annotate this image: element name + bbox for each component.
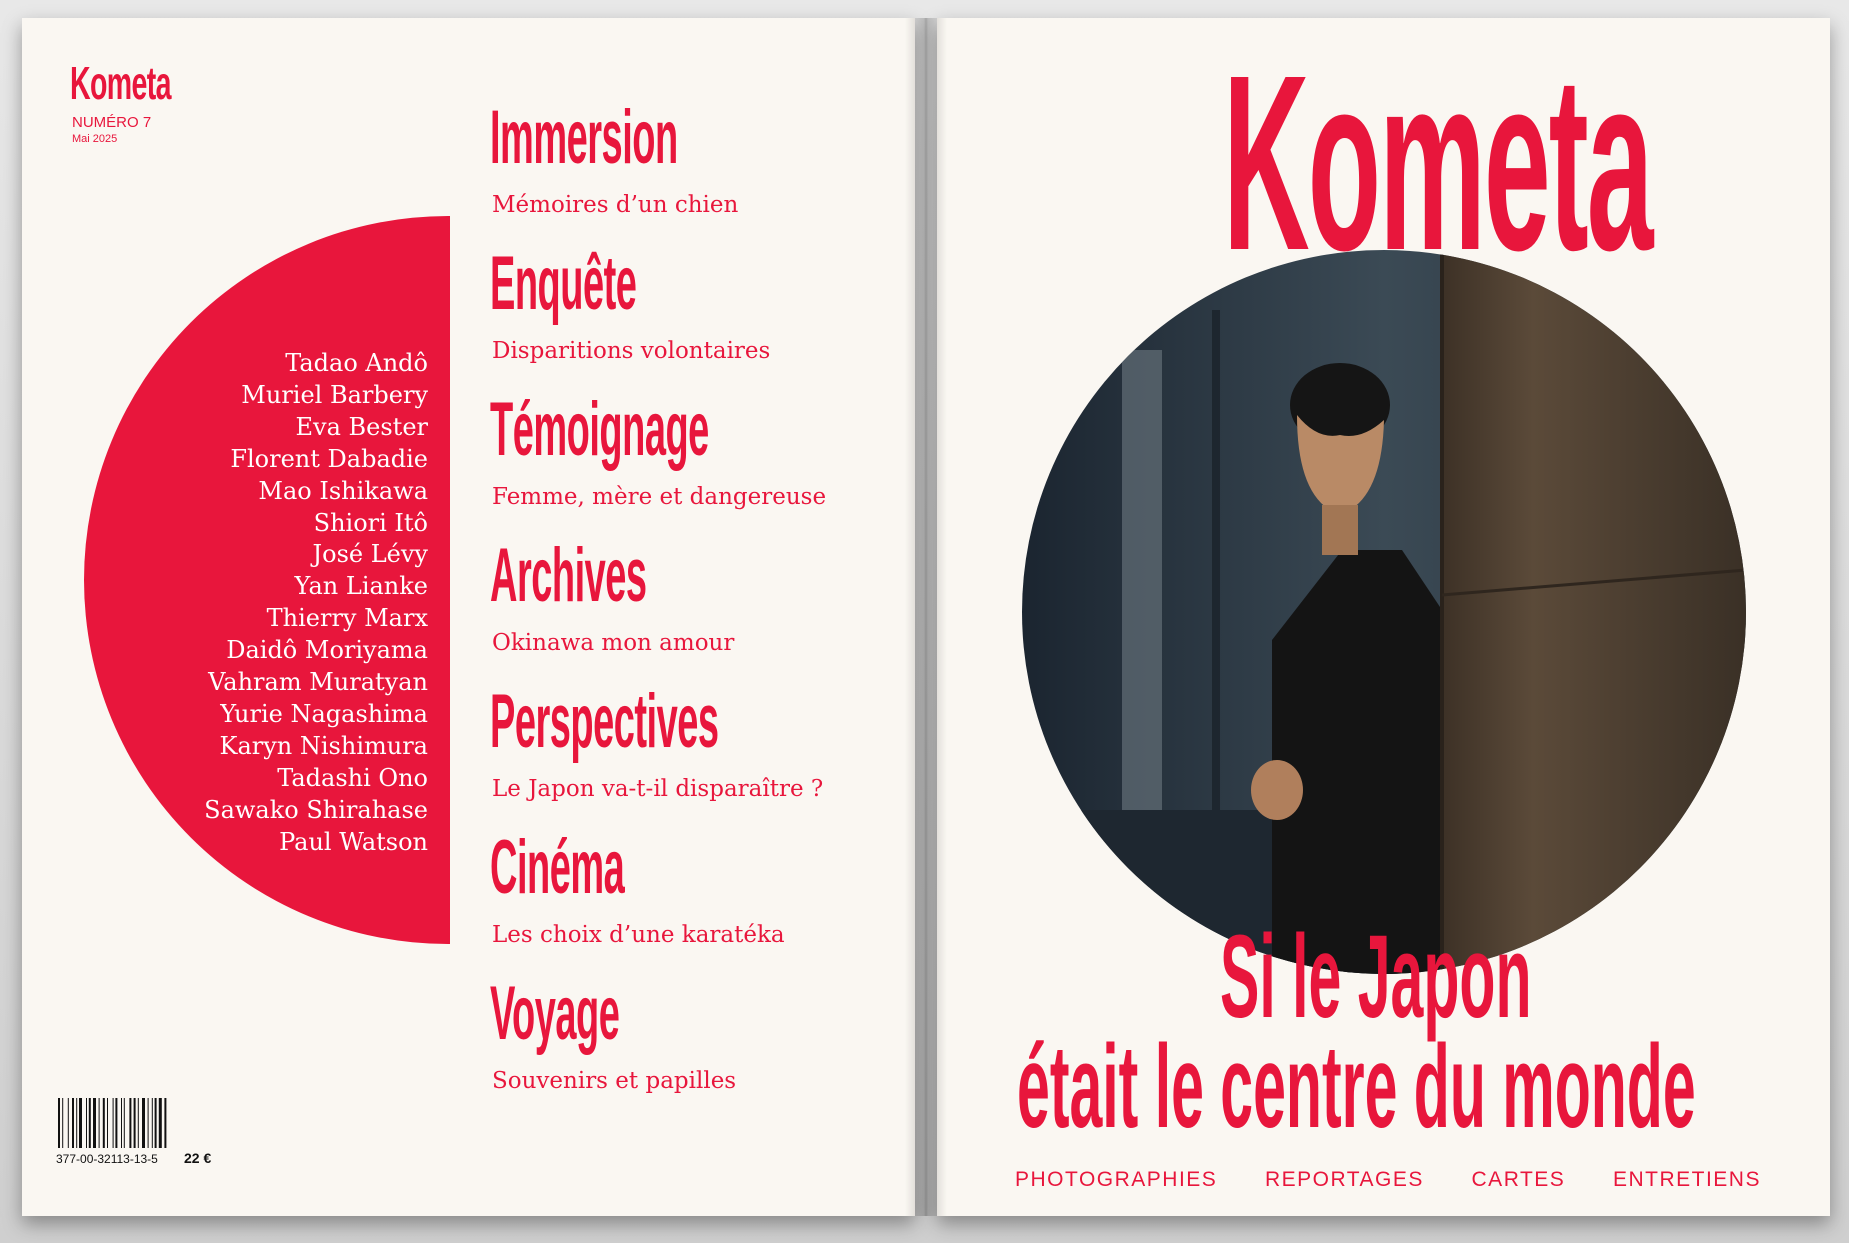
toc-subtitle: Mémoires d’un chien	[492, 192, 739, 218]
barcode-bar	[142, 1098, 145, 1148]
toc-item	[490, 679, 910, 830]
toc-subtitle: Les choix d’une karatéka	[492, 922, 785, 948]
barcode-bar	[62, 1098, 63, 1148]
toc-item	[490, 533, 910, 684]
barcode-bar	[155, 1098, 157, 1148]
barcode-bar	[159, 1098, 162, 1148]
contributor-name: Mao Ishikawa	[258, 476, 428, 505]
cover-headline-line2: était le centre du monde	[1017, 1021, 1696, 1153]
rubric-label: ENTRETIENS	[1612, 1168, 1761, 1191]
barcode-bar	[121, 1098, 122, 1148]
toc-item	[490, 387, 910, 538]
toc-heading: Immersion	[490, 95, 678, 180]
rubric-label: REPORTAGES	[1264, 1168, 1424, 1191]
front-cover-page	[937, 18, 1830, 1216]
contributors-panel	[22, 18, 450, 1216]
barcode-bar	[99, 1098, 100, 1148]
toc-heading: Voyage	[490, 971, 620, 1056]
toc-subtitle: Souvenirs et papilles	[492, 1068, 737, 1094]
contributor-name: Yurie Nagashima	[220, 699, 428, 728]
contributor-name: Vahram Muratyan	[208, 668, 428, 697]
toc-item	[490, 971, 910, 1122]
contributors-list	[22, 348, 428, 859]
toc-subtitle: Le Japon va-t-il disparaître ?	[492, 776, 824, 802]
contributor-name: Thierry Marx	[266, 604, 428, 633]
toc-subtitle: Femme, mère et dangereuse	[492, 484, 827, 510]
spine-gutter	[905, 18, 947, 1216]
contributor-name: Yan Lianke	[294, 572, 428, 601]
barcode-bar	[76, 1098, 77, 1148]
portrait-illustration	[1022, 250, 1746, 974]
barcode-bar	[72, 1098, 74, 1148]
barcode-bar	[89, 1098, 91, 1148]
toc-item	[490, 95, 910, 246]
cover-headline-line1: Si le Japon	[1220, 911, 1532, 1043]
contributor-name: Tadao Andô	[285, 349, 428, 377]
barcode-bar	[86, 1098, 87, 1148]
barcode	[58, 1098, 226, 1148]
rubric-label: CARTES	[1471, 1168, 1566, 1191]
barcode-bar	[129, 1098, 131, 1148]
barcode-bar	[148, 1098, 149, 1148]
toc-heading: Témoignage	[490, 387, 709, 472]
toc-subtitle: Disparitions volontaires	[492, 338, 771, 364]
contributor-name: José Lévy	[312, 540, 428, 569]
toc-heading: Enquête	[490, 241, 637, 326]
barcode-bar	[68, 1098, 69, 1148]
barcode-bar	[107, 1098, 108, 1148]
barcode-number: 377-00-32113-13-5	[56, 1152, 158, 1166]
contributor-name: Sawako Shirahase	[204, 795, 428, 824]
barcode-bar	[152, 1098, 153, 1148]
contributor-name: Karyn Nishimura	[219, 731, 428, 760]
issue-number: NUMÉRO 7	[72, 114, 152, 131]
cover-photo	[1022, 250, 1746, 974]
contributor-name: Eva Bester	[295, 412, 428, 441]
contributor-name: Paul Watson	[279, 827, 428, 856]
barcode-bar	[124, 1098, 125, 1148]
barcode-bar	[138, 1098, 139, 1148]
mini-logo: Kometa	[70, 57, 171, 109]
table-of-contents	[490, 95, 910, 1122]
barcode-bar	[113, 1098, 114, 1148]
toc-subtitle: Okinawa mon amour	[492, 630, 735, 656]
cover-logo: Kometa	[1223, 23, 1652, 302]
barcode-bar	[134, 1098, 136, 1148]
toc-item	[490, 241, 910, 392]
contributor-name: Tadashi Ono	[277, 763, 428, 792]
price: 22 €	[184, 1150, 212, 1166]
toc-heading: Cinéma	[490, 825, 625, 910]
contributor-name: Shiori Itô	[313, 508, 428, 537]
toc-heading: Perspectives	[490, 679, 719, 764]
back-cover-page	[22, 18, 915, 1216]
barcode-bar	[93, 1098, 96, 1148]
contributor-name: Muriel Barbery	[241, 380, 428, 409]
barcode-bar	[103, 1098, 105, 1148]
toc-heading: Archives	[490, 533, 647, 618]
barcode-bar	[115, 1098, 117, 1148]
contributor-name: Florent Dabadie	[230, 444, 428, 473]
barcode-bar	[164, 1098, 166, 1148]
contributor-name: Daidô Moriyama	[226, 636, 428, 665]
rubrics-bar	[1015, 1168, 1761, 1192]
issue-date: Mai 2025	[72, 133, 118, 145]
barcode-bar	[58, 1098, 60, 1148]
toc-item	[490, 825, 910, 976]
barcode-bar	[79, 1098, 82, 1148]
rubric-label: PHOTOGRAPHIES	[1015, 1168, 1218, 1191]
